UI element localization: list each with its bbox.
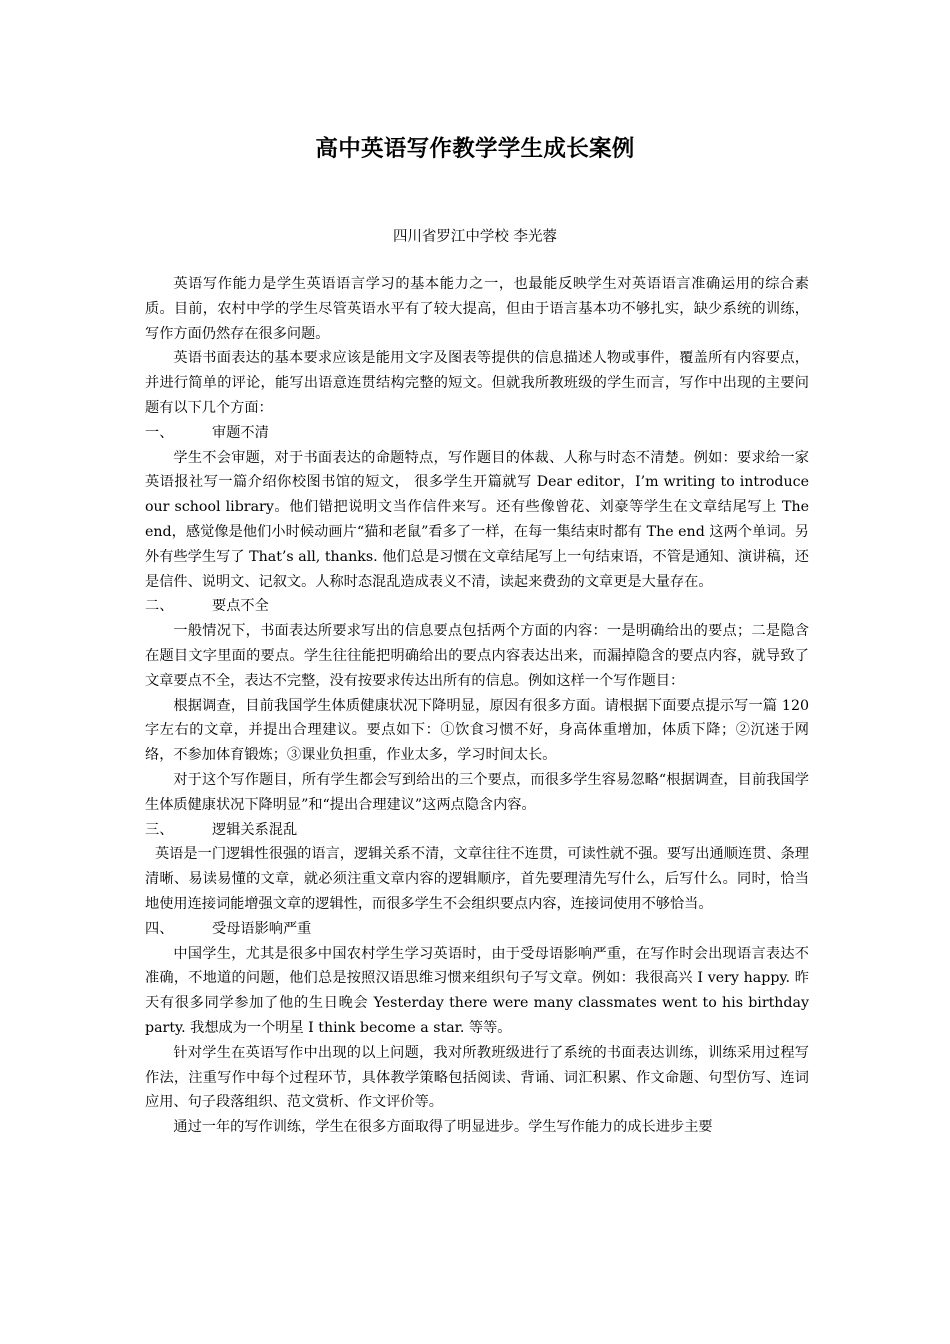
paragraph: 对于这个写作题目，所有学生都会写到给出的三个要点，而很多学生容易忽略“根据调查，目前我国学生体质健康状况下降明显”和“提出合理建议”这两点隐含内容。 (145, 771, 809, 813)
author-line: 四川省罗江中学校 李光蓉 (392, 229, 558, 245)
section-number: 二、 (145, 598, 174, 615)
section-title: 审题不清 (212, 424, 269, 441)
section-heading-2 (145, 594, 809, 619)
paragraph: 一般情况下，书面表达所要求写出的信息要点包括两个方面的内容：一是明确给出的要点；二是隐含在题目文字里面的要点。学生往往能把明确给出的要点内容表达出来，而漏掉隐含的要点内容，就导致了文章要点不全，表达不完整，没有按要求传达出所有的信息。例如这样一个写作题目： (145, 623, 809, 689)
paragraph: 英语写作能力是学生英语语言学习的基本能力之一，也最能反映学生对英语语言准确运用的综合素质。目前，农村中学的学生尽管英语水平有了较大提高，但由于语言基本功不够扎实，缺少系统的训练，写作方面仍然存在很多问题。 (145, 276, 809, 342)
paragraph: 根据调查，目前我国学生体质健康状况下降明显，原因有很多方面。请根据下面要点提示写一篇 120 字左右的文章，并提出合理建议。要点如下：①饮食习惯不好，身高体重增加，体质下降；②沉迷于网络，不参加体育锻炼；③课业负担重，作业太多，学习时间太长。 (145, 697, 809, 764)
paragraph: 针对学生在英语写作中出现的以上问题，我对所教班级进行了系统的书面表达训练，训练采用过程写作法，注重写作中每个过程环节，具体教学策略包括阅读、背诵、词汇积累、作文命题、句型仿写、连词应用、句子段落组织、范文赏析、作文评价等。 (145, 1044, 809, 1111)
section-number: 四、 (145, 920, 174, 937)
section-heading-1 (145, 421, 809, 446)
document-title: 高中英语写作教学学生成长案例 (315, 136, 635, 162)
section-title: 逻辑关系混乱 (212, 821, 298, 838)
paragraph: 学生不会审题，对于书面表达的命题特点，写作题目的体裁、人称与时态不清楚。例如：要求给一家英语报社写一篇介绍你校图书馆的短文， 很多学生开篇就写 Dear editor，I’m writing to introduce our school library。他们错把说明文当作信件来写。还有些像曾花、刘豪等学生在文章结尾写上 The end，感觉像是他们小时候动画片“猫和老鼠”看多了一样，在每一集结束时都有 The end 这两个单词。另外有些学生写了 That’s all, thanks. 他们总是习惯在文章结尾写上一句结束语，不管是通知、演讲稿，还是信件、说明文、记叙文。人称时态混乱造成表义不清，读起来费劲的文章更是大量存在。 (145, 449, 809, 590)
section-title: 要点不全 (212, 598, 269, 615)
paragraph: 英语是一门逻辑性很强的语言，逻辑关系不清，文章往往不连贯，可读性就不强。要写出通顺连贯、条理清晰、易读易懂的文章，就必须注重文章内容的逻辑顺序，首先要理清先写什么，后写什么。同时，恰当地使用连接词能增强文章的逻辑性，而很多学生不会组织要点内容，连接词使用不够恰当。 (145, 846, 809, 912)
section-title: 受母语影响严重 (212, 920, 312, 937)
section-number: 三、 (145, 821, 174, 838)
section-heading-3 (145, 818, 809, 843)
paragraph: 中国学生，尤其是很多中国农村学生学习英语时，由于受母语影响严重，在写作时会出现语言表达不准确，不地道的问题，他们总是按照汉语思维习惯来组织句子写文章。例如：我很高兴 I very happy. 昨天有很多同学参加了他的生日晚会 Yesterday there were many classmates went to his birthday party. 我想成为一个明星 I think become a star. 等等。 (145, 945, 809, 1036)
paragraph: 英语书面表达的基本要求应该是能用文字及图表等提供的信息描述人物或事件，覆盖所有内容要点，并进行简单的评论，能写出语意连贯结构完整的短文。但就我所教班级的学生而言，写作中出现的主要问题有以下几个方面： (145, 350, 809, 416)
section-number: 一、 (145, 424, 174, 441)
paragraph: 通过一年的写作训练，学生在很多方面取得了明显进步。学生写作能力的成长进步主要 (173, 1119, 713, 1136)
section-heading-4 (145, 917, 809, 942)
document-body (145, 272, 809, 1140)
